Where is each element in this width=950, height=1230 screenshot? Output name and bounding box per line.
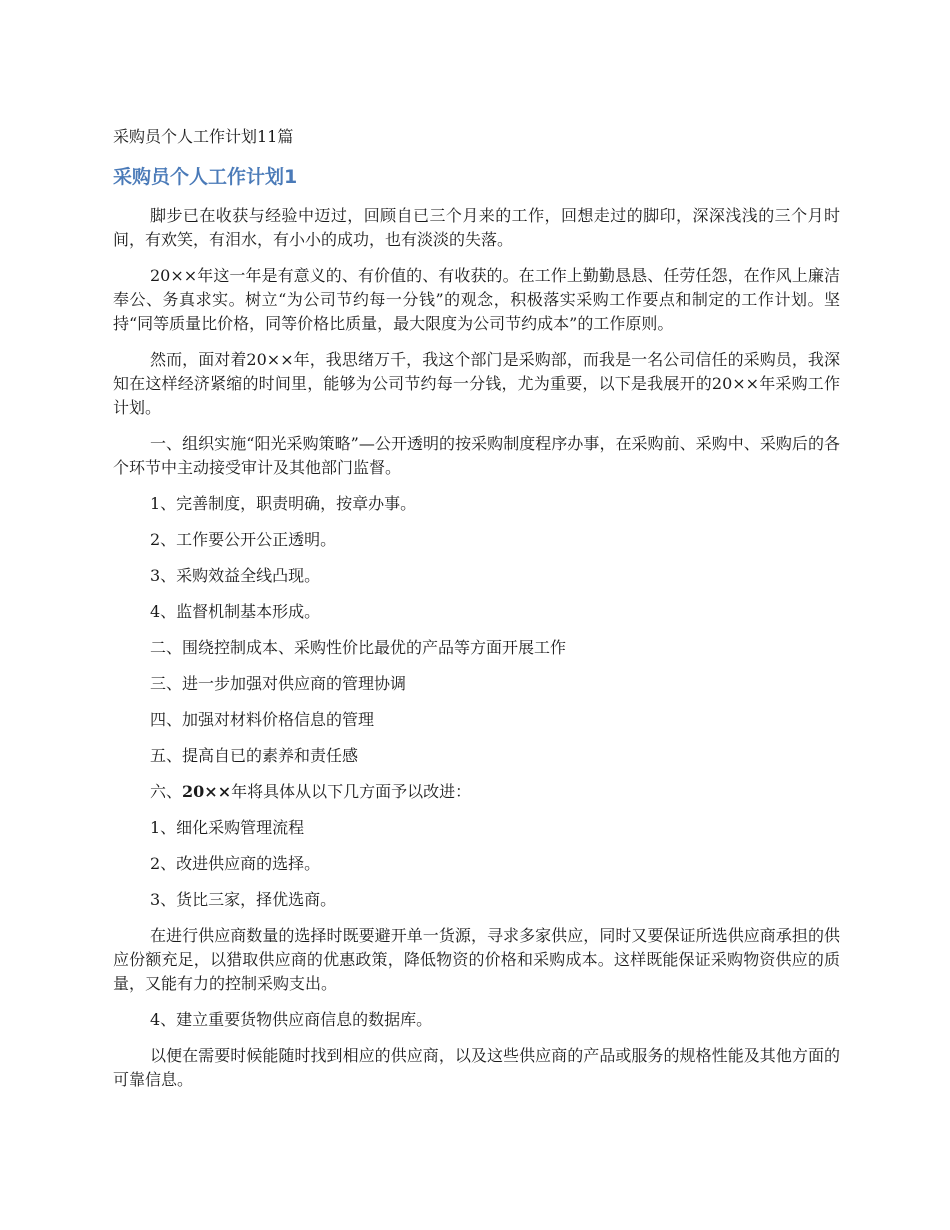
section-item — [113, 780, 840, 804]
paragraph: 20××年这一年是有意义的、有价值的、有收获的。在工作上勤勤恳恳、任劳任怨，在作风上廉洁奉公、务真求实。树立“为公司节约每一分钱”的观念，积极落实采购工作要点和制定的工作计划。坚持“同等质量比价格，同等价格比质量，最大限度为公司节约成本”的工作原则。 — [113, 266, 840, 333]
paragraph: 在进行供应商数量的选择时既要避开单一货源，寻求多家供应，同时又要保证所选供应商承担的供应份额充足，以猎取供应商的优惠政策，降低物资的价格和采购成本。这样既能保证采购物资供应的质量，又能有力的控制采购支出。 — [113, 926, 840, 993]
paragraph: 脚步已在收获与经验中迈过，回顾自已三个月来的工作，回想走过的脚印，深深浅浅的三个月时间，有欢笑，有泪水，有小小的成功，也有淡淡的失落。 — [113, 206, 840, 249]
section-item: 三、进一步加强对供应商的管理协调 — [150, 674, 407, 693]
list-item: 2、工作要公开公正透明。 — [150, 530, 337, 549]
document-title: 采购员个人工作计划11篇 — [113, 127, 294, 146]
list-item: 1、细化采购管理流程 — [150, 818, 305, 837]
list-item: 4、监督机制基本形成。 — [150, 602, 321, 621]
list-item: 4、建立重要货物供应商信息的数据库。 — [150, 1010, 433, 1029]
para6-prefix: 六、 — [150, 782, 183, 801]
list-item: 3、货比三家，择优选商。 — [150, 890, 337, 909]
list-item: 3、采购效益全线凸现。 — [150, 566, 321, 585]
section-item: 二、围绕控制成本、采购性价比最优的产品等方面开展工作 — [150, 638, 567, 657]
para6-bold-year: 20×× — [182, 782, 232, 801]
paragraph: 然而，面对着20××年，我思绪万千，我这个部门是采购部，而我是一名公司信任的采购员，我深知在这样经济紧缩的时间里，能够为公司节约每一分钱，尤为重要，以下是我展开的20××年采购工作计划。 — [113, 350, 840, 417]
para6-suffix: 年将具体从以下几方面予以改进： — [231, 782, 472, 801]
document-body — [113, 204, 840, 1104]
section-item: 四、加强对材料价格信息的管理 — [150, 710, 375, 729]
list-item: 1、完善制度，职责明确，按章办事。 — [150, 494, 417, 513]
paragraph: 一、组织实施“阳光采购策略”—公开透明的按采购制度程序办事，在采购前、采购中、采购后的各个环节中主动接受审计及其他部门监督。 — [113, 434, 840, 477]
section-heading: 采购员个人工作计划1 — [113, 166, 298, 188]
paragraph: 以便在需要时候能随时找到相应的供应商，以及这些供应商的产品或服务的规格性能及其他方面的可靠信息。 — [113, 1046, 840, 1089]
list-item: 2、改进供应商的选择。 — [150, 854, 321, 873]
section-item: 五、提高自已的素养和责任感 — [150, 746, 359, 765]
